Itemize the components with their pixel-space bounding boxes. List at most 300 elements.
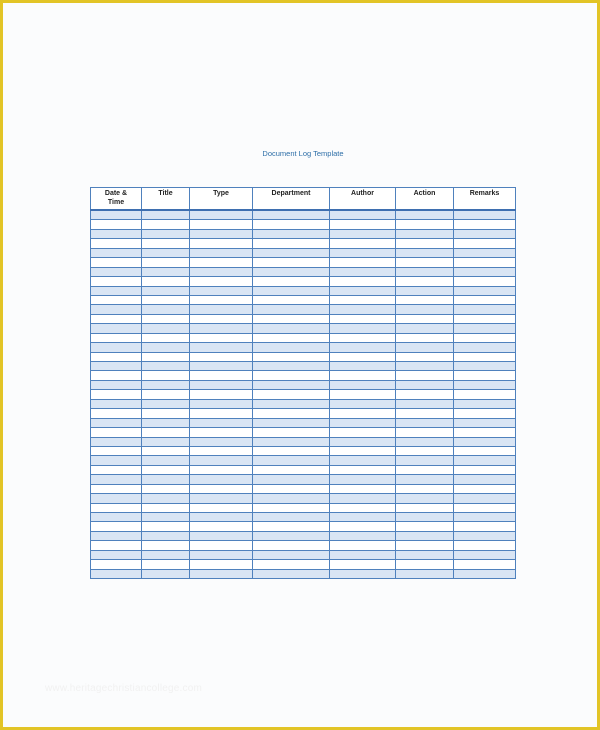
cell-remarks[interactable] [454,428,516,437]
table-row [91,437,516,446]
cell-type[interactable] [190,522,253,531]
cell-department[interactable] [253,286,330,295]
cell-author[interactable] [330,550,396,559]
cell-title[interactable] [142,229,190,238]
column-header-date-time: Date & Time [91,188,142,211]
cell-author[interactable] [330,295,396,304]
cell-author[interactable] [330,343,396,352]
cell-action[interactable] [396,305,454,314]
cell-remarks[interactable] [454,418,516,427]
cell-title[interactable] [142,239,190,248]
cell-author[interactable] [330,418,396,427]
cell-type[interactable] [190,475,253,484]
cell-date-time[interactable] [91,286,142,295]
cell-type[interactable] [190,239,253,248]
cell-type[interactable] [190,314,253,323]
cell-author[interactable] [330,229,396,238]
cell-title[interactable] [142,409,190,418]
cell-action[interactable] [396,258,454,267]
cell-remarks[interactable] [454,569,516,578]
cell-date-time[interactable] [91,494,142,503]
cell-remarks[interactable] [454,494,516,503]
table-row [91,314,516,323]
cell-department[interactable] [253,569,330,578]
cell-department[interactable] [253,229,330,238]
cell-date-time[interactable] [91,484,142,493]
cell-title[interactable] [142,333,190,342]
cell-remarks[interactable] [454,362,516,371]
cell-date-time[interactable] [91,437,142,446]
cell-remarks[interactable] [454,248,516,257]
table-row [91,484,516,493]
cell-action[interactable] [396,295,454,304]
cell-action[interactable] [396,286,454,295]
cell-date-time[interactable] [91,418,142,427]
cell-date-time[interactable] [91,399,142,408]
document-log-table [90,187,516,579]
cell-title[interactable] [142,314,190,323]
cell-type[interactable] [190,380,253,389]
cell-date-time[interactable] [91,239,142,248]
cell-action[interactable] [396,352,454,361]
cell-date-time[interactable] [91,362,142,371]
cell-action[interactable] [396,248,454,257]
cell-date-time[interactable] [91,531,142,540]
cell-date-time[interactable] [91,248,142,257]
cell-title[interactable] [142,286,190,295]
cell-type[interactable] [190,229,253,238]
cell-author[interactable] [330,531,396,540]
cell-type[interactable] [190,428,253,437]
cell-author[interactable] [330,248,396,257]
cell-date-time[interactable] [91,541,142,550]
cell-type[interactable] [190,324,253,333]
cell-type[interactable] [190,569,253,578]
cell-department[interactable] [253,352,330,361]
cell-date-time[interactable] [91,513,142,522]
cell-remarks[interactable] [454,484,516,493]
cell-date-time[interactable] [91,465,142,474]
cell-department[interactable] [253,494,330,503]
cell-department[interactable] [253,277,330,286]
cell-title[interactable] [142,560,190,569]
cell-title[interactable] [142,456,190,465]
cell-author[interactable] [330,494,396,503]
cell-remarks[interactable] [454,258,516,267]
cell-title[interactable] [142,437,190,446]
cell-type[interactable] [190,258,253,267]
cell-date-time[interactable] [91,522,142,531]
cell-date-time[interactable] [91,371,142,380]
cell-department[interactable] [253,210,330,220]
cell-type[interactable] [190,513,253,522]
cell-author[interactable] [330,456,396,465]
cell-remarks[interactable] [454,380,516,389]
cell-type[interactable] [190,456,253,465]
cell-author[interactable] [330,305,396,314]
cell-title[interactable] [142,465,190,474]
table-row [91,456,516,465]
table-row [91,267,516,276]
cell-department[interactable] [253,343,330,352]
cell-date-time[interactable] [91,229,142,238]
cell-action[interactable] [396,560,454,569]
cell-type[interactable] [190,371,253,380]
cell-remarks[interactable] [454,324,516,333]
cell-department[interactable] [253,465,330,474]
cell-action[interactable] [396,569,454,578]
cell-department[interactable] [253,333,330,342]
cell-department[interactable] [253,305,330,314]
cell-action[interactable] [396,428,454,437]
cell-author[interactable] [330,503,396,512]
cell-action[interactable] [396,475,454,484]
table-row [91,522,516,531]
cell-type[interactable] [190,560,253,569]
cell-department[interactable] [253,531,330,540]
cell-type[interactable] [190,541,253,550]
cell-action[interactable] [396,314,454,323]
table-row [91,239,516,248]
cell-remarks[interactable] [454,239,516,248]
cell-department[interactable] [253,484,330,493]
column-header-department: Department [253,188,330,211]
cell-date-time[interactable] [91,503,142,512]
table-row [91,569,516,578]
cell-remarks[interactable] [454,267,516,276]
cell-author[interactable] [330,390,396,399]
cell-date-time[interactable] [91,324,142,333]
column-header-remarks: Remarks [454,188,516,211]
cell-date-time[interactable] [91,352,142,361]
cell-department[interactable] [253,390,330,399]
table-row [91,465,516,474]
cell-type[interactable] [190,399,253,408]
cell-action[interactable] [396,418,454,427]
cell-department[interactable] [253,475,330,484]
cell-type[interactable] [190,277,253,286]
cell-remarks[interactable] [454,399,516,408]
cell-remarks[interactable] [454,456,516,465]
cell-action[interactable] [396,531,454,540]
cell-department[interactable] [253,503,330,512]
cell-title[interactable] [142,569,190,578]
cell-remarks[interactable] [454,390,516,399]
cell-action[interactable] [396,484,454,493]
cell-remarks[interactable] [454,560,516,569]
cell-author[interactable] [330,484,396,493]
cell-title[interactable] [142,324,190,333]
cell-title[interactable] [142,305,190,314]
cell-action[interactable] [396,399,454,408]
cell-author[interactable] [330,210,396,220]
cell-department[interactable] [253,267,330,276]
cell-department[interactable] [253,456,330,465]
cell-author[interactable] [330,277,396,286]
cell-action[interactable] [396,494,454,503]
table-row [91,475,516,484]
cell-department[interactable] [253,513,330,522]
cell-type[interactable] [190,465,253,474]
cell-action[interactable] [396,380,454,389]
cell-action[interactable] [396,210,454,220]
cell-author[interactable] [330,267,396,276]
cell-date-time[interactable] [91,210,142,220]
cell-department[interactable] [253,428,330,437]
cell-department[interactable] [253,560,330,569]
cell-author[interactable] [330,362,396,371]
table-row [91,210,516,220]
cell-title[interactable] [142,513,190,522]
cell-author[interactable] [330,314,396,323]
cell-date-time[interactable] [91,295,142,304]
cell-action[interactable] [396,550,454,559]
cell-action[interactable] [396,333,454,342]
cell-title[interactable] [142,541,190,550]
cell-title[interactable] [142,267,190,276]
table-row [91,286,516,295]
cell-action[interactable] [396,541,454,550]
cell-title[interactable] [142,258,190,267]
cell-title[interactable] [142,399,190,408]
cell-author[interactable] [330,258,396,267]
cell-action[interactable] [396,465,454,474]
cell-title[interactable] [142,484,190,493]
table-row [91,550,516,559]
cell-date-time[interactable] [91,305,142,314]
cell-title[interactable] [142,446,190,455]
cell-department[interactable] [253,239,330,248]
cell-department[interactable] [253,399,330,408]
cell-remarks[interactable] [454,513,516,522]
cell-author[interactable] [330,446,396,455]
cell-date-time[interactable] [91,343,142,352]
cell-action[interactable] [396,446,454,455]
cell-type[interactable] [190,220,253,229]
cell-date-time[interactable] [91,220,142,229]
cell-department[interactable] [253,437,330,446]
cell-date-time[interactable] [91,475,142,484]
cell-department[interactable] [253,324,330,333]
cell-title[interactable] [142,380,190,389]
cell-remarks[interactable] [454,314,516,323]
table-row [91,305,516,314]
cell-action[interactable] [396,371,454,380]
cell-remarks[interactable] [454,277,516,286]
cell-title[interactable] [142,277,190,286]
cell-author[interactable] [330,239,396,248]
table-row [91,352,516,361]
cell-remarks[interactable] [454,343,516,352]
cell-remarks[interactable] [454,220,516,229]
cell-remarks[interactable] [454,352,516,361]
cell-date-time[interactable] [91,550,142,559]
cell-action[interactable] [396,437,454,446]
cell-department[interactable] [253,418,330,427]
cell-type[interactable] [190,494,253,503]
cell-date-time[interactable] [91,258,142,267]
cell-title[interactable] [142,343,190,352]
cell-type[interactable] [190,503,253,512]
cell-author[interactable] [330,380,396,389]
cell-author[interactable] [330,324,396,333]
cell-type[interactable] [190,390,253,399]
cell-action[interactable] [396,390,454,399]
cell-date-time[interactable] [91,456,142,465]
cell-date-time[interactable] [91,333,142,342]
cell-type[interactable] [190,267,253,276]
cell-author[interactable] [330,569,396,578]
cell-remarks[interactable] [454,295,516,304]
cell-author[interactable] [330,399,396,408]
cell-action[interactable] [396,343,454,352]
cell-title[interactable] [142,550,190,559]
cell-date-time[interactable] [91,446,142,455]
cell-department[interactable] [253,248,330,257]
cell-type[interactable] [190,295,253,304]
cell-type[interactable] [190,248,253,257]
table-row [91,220,516,229]
cell-remarks[interactable] [454,333,516,342]
cell-title[interactable] [142,362,190,371]
cell-action[interactable] [396,229,454,238]
cell-department[interactable] [253,258,330,267]
cell-title[interactable] [142,522,190,531]
cell-title[interactable] [142,418,190,427]
cell-title[interactable] [142,390,190,399]
cell-type[interactable] [190,286,253,295]
cell-department[interactable] [253,380,330,389]
cell-action[interactable] [396,522,454,531]
cell-title[interactable] [142,210,190,220]
cell-remarks[interactable] [454,503,516,512]
cell-type[interactable] [190,210,253,220]
cell-author[interactable] [330,428,396,437]
cell-title[interactable] [142,503,190,512]
cell-author[interactable] [330,220,396,229]
cell-date-time[interactable] [91,428,142,437]
cell-remarks[interactable] [454,409,516,418]
cell-author[interactable] [330,437,396,446]
cell-remarks[interactable] [454,522,516,531]
cell-title[interactable] [142,352,190,361]
cell-author[interactable] [330,352,396,361]
cell-remarks[interactable] [454,550,516,559]
cell-title[interactable] [142,220,190,229]
cell-action[interactable] [396,409,454,418]
cell-remarks[interactable] [454,531,516,540]
cell-department[interactable] [253,362,330,371]
cell-remarks[interactable] [454,475,516,484]
cell-author[interactable] [330,333,396,342]
cell-action[interactable] [396,513,454,522]
cell-type[interactable] [190,409,253,418]
cell-type[interactable] [190,343,253,352]
cell-date-time[interactable] [91,409,142,418]
cell-action[interactable] [396,267,454,276]
cell-title[interactable] [142,295,190,304]
cell-action[interactable] [396,456,454,465]
cell-type[interactable] [190,362,253,371]
table-row [91,295,516,304]
cell-remarks[interactable] [454,541,516,550]
cell-type[interactable] [190,305,253,314]
cell-author[interactable] [330,465,396,474]
cell-author[interactable] [330,541,396,550]
cell-action[interactable] [396,324,454,333]
cell-remarks[interactable] [454,437,516,446]
cell-department[interactable] [253,295,330,304]
cell-type[interactable] [190,446,253,455]
cell-title[interactable] [142,248,190,257]
cell-action[interactable] [396,362,454,371]
cell-department[interactable] [253,371,330,380]
cell-department[interactable] [253,220,330,229]
cell-title[interactable] [142,494,190,503]
cell-author[interactable] [330,286,396,295]
cell-remarks[interactable] [454,305,516,314]
cell-title[interactable] [142,428,190,437]
cell-department[interactable] [253,550,330,559]
table-row [91,531,516,540]
cell-action[interactable] [396,277,454,286]
cell-title[interactable] [142,371,190,380]
cell-remarks[interactable] [454,465,516,474]
cell-remarks[interactable] [454,210,516,220]
cell-date-time[interactable] [91,314,142,323]
cell-author[interactable] [330,475,396,484]
cell-date-time[interactable] [91,277,142,286]
cell-date-time[interactable] [91,267,142,276]
cell-remarks[interactable] [454,446,516,455]
cell-type[interactable] [190,531,253,540]
table-row [91,446,516,455]
cell-action[interactable] [396,220,454,229]
cell-department[interactable] [253,446,330,455]
cell-department[interactable] [253,314,330,323]
column-header-action: Action [396,188,454,211]
cell-type[interactable] [190,437,253,446]
cell-remarks[interactable] [454,371,516,380]
cell-action[interactable] [396,239,454,248]
cell-date-time[interactable] [91,380,142,389]
cell-department[interactable] [253,541,330,550]
cell-action[interactable] [396,503,454,512]
cell-author[interactable] [330,522,396,531]
cell-type[interactable] [190,418,253,427]
table-row [91,258,516,267]
cell-date-time[interactable] [91,569,142,578]
table-row [91,494,516,503]
cell-remarks[interactable] [454,229,516,238]
cell-author[interactable] [330,409,396,418]
cell-remarks[interactable] [454,286,516,295]
cell-title[interactable] [142,531,190,540]
cell-type[interactable] [190,484,253,493]
cell-type[interactable] [190,550,253,559]
cell-author[interactable] [330,560,396,569]
cell-type[interactable] [190,352,253,361]
cell-department[interactable] [253,409,330,418]
cell-title[interactable] [142,475,190,484]
cell-department[interactable] [253,522,330,531]
cell-author[interactable] [330,513,396,522]
cell-type[interactable] [190,333,253,342]
table-row [91,513,516,522]
cell-author[interactable] [330,371,396,380]
cell-date-time[interactable] [91,560,142,569]
cell-date-time[interactable] [91,390,142,399]
